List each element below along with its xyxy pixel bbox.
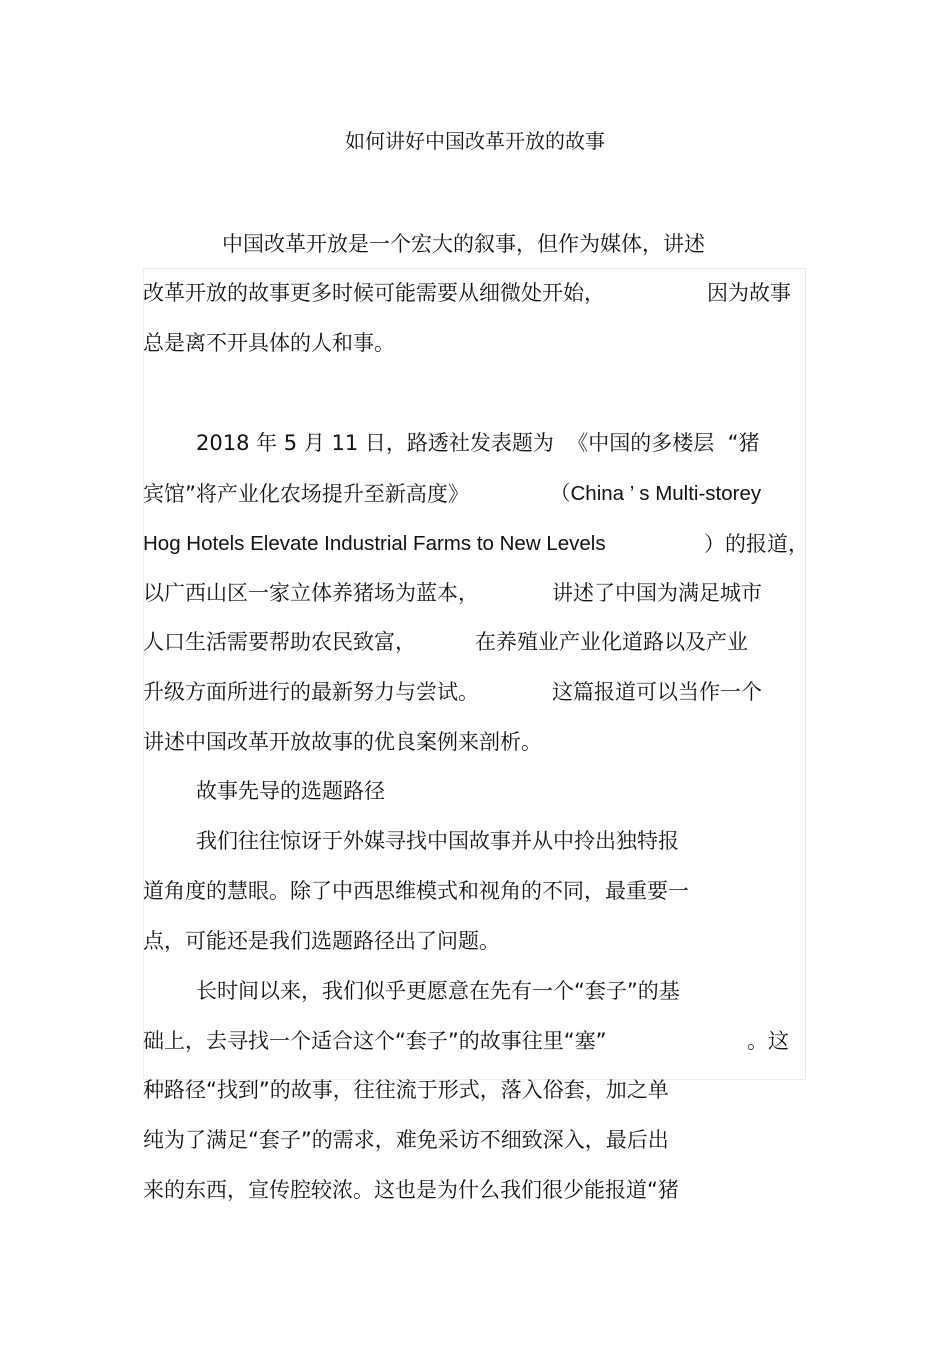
paragraph-2-line-3b: ）的报道， [704,532,809,556]
section-heading: 故事先导的选题路径 [196,779,385,803]
paragraph-2-line-3a: Hog Hotels Elevate Industrial Farms to New Levels [143,532,606,555]
page-frame-border [143,268,806,1080]
paragraph-1-line-3: 总是离不开具体的人和事。 [143,331,395,355]
paragraph-4-line-3: 种路径“找到”的故事，往往流于形式，落入俗套，加之单 [143,1078,669,1102]
paragraph-3-line-2: 道角度的慧眼。除了中西思维模式和视角的不同，最重要一 [143,879,689,903]
paragraph-2-line-2a: 宾馆”将产业化农场提升至新高度》 [143,482,469,506]
paragraph-2-line-5a: 人口生活需要帮助农民致富， [143,630,416,654]
paragraph-3-line-1: 我们往往惊讶于外媒寻找中国故事并从中拎出独特报 [196,829,679,853]
paragraph-2-line-1: 2018 年 5 月 11 日，路透社发表题为 《中国的多楼层 “猪 [196,431,760,455]
paragraph-2-line-6a: 升级方面所进行的最新努力与尝试。 [143,680,479,704]
paragraph-3-line-3: 点，可能还是我们选题路径出了问题。 [143,929,500,953]
paragraph-4-line-1: 长时间以来，我们似乎更愿意在先有一个“套子”的基 [196,979,680,1003]
paragraph-1-line-2a: 改革开放的故事更多时候可能需要从细微处开始， [143,281,605,305]
paragraph-2-line-2b: （China ’ s Multi-storey [550,482,762,505]
paragraph-2-line-4b: 讲述了中国为满足城市 [552,581,762,605]
paragraph-4-line-2a: 础上，去寻找一个适合这个“套子”的故事往里“塞” [143,1029,607,1053]
paragraph-4-line-4: 纯为了满足“套子”的需求，难免采访不细致深入，最后出 [143,1128,669,1152]
paragraph-4-line-2b: 。这 [747,1029,789,1053]
paragraph-2-line-6b: 这篇报道可以当作一个 [552,680,762,704]
paragraph-1-line-1: 中国改革开放是一个宏大的叙事，但作为媒体，讲述 [222,232,705,256]
paragraph-4-line-5: 来的东西，宣传腔较浓。这也是为什么我们很少能报道“猪 [143,1178,679,1202]
paragraph-2-line-7: 讲述中国改革开放故事的优良案例来剖析。 [143,730,542,754]
paragraph-1-line-2b: 因为故事 [707,281,791,305]
document-title: 如何讲好中国改革开放的故事 [345,129,605,153]
paragraph-2-line-4a: 以广西山区一家立体养猪场为蓝本， [143,581,479,605]
paragraph-2-line-5b: 在养殖业产业化道路以及产业 [475,630,748,654]
